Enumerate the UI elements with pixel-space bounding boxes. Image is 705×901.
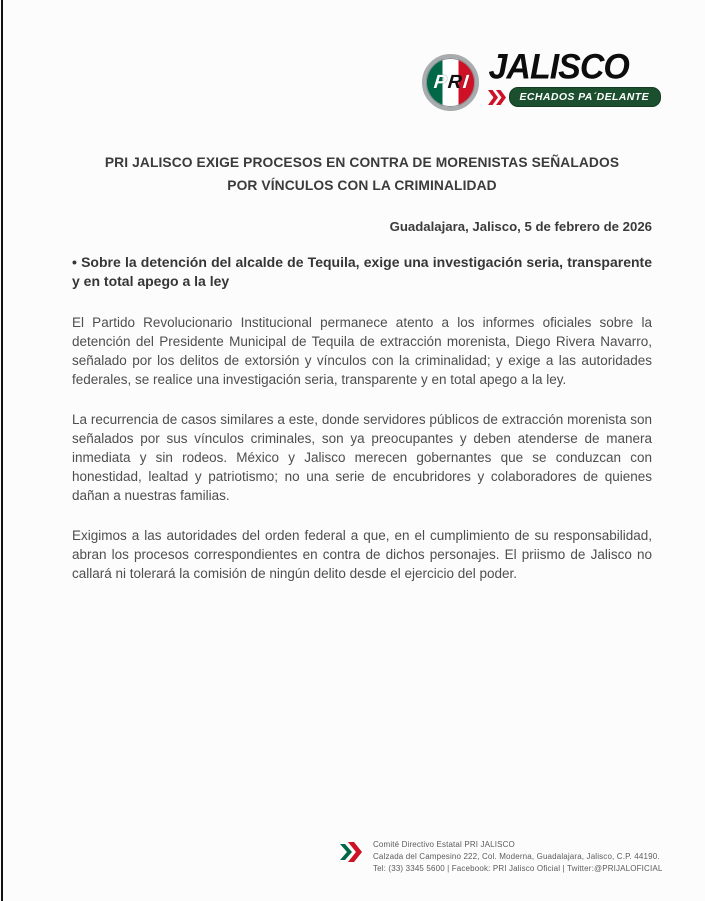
red-double-chevron-icon [488, 90, 506, 105]
letter-body [72, 313, 652, 604]
pri-jalisco-logo [422, 47, 661, 111]
paragraph-3: Exigimos a las autoridades del orden federal a que, en el cumplimiento de su responsabilidad, abran los procesos correspondientes en contra de dichos personajes. El priismo de Jalisco no callará ni tolerará la comisión de ningún delito desde el ejercicio del poder. [72, 528, 652, 581]
pri-emblem-icon [422, 54, 479, 111]
emblem-letter-i: I [461, 72, 469, 93]
paragraph-2: La recurrencia de casos similares a este, donde servidores públicos de extracción morenista son señalados por sus vínculos criminales, son ya preocupantes y deben atenderse de manera inmediata y sin rodeos. México y Jalisco merecen gobernantes que se conduzcan con honestidad, lealtad y patriotismo; no una serie de encubridores y colaboradores de quienes dañan a nuestras familias. [72, 412, 652, 503]
logo-tagline-banner: ECHADOS PA´DELANTE [509, 87, 661, 107]
emblem-letter-p: P [433, 72, 448, 93]
footer-contacts: Tel: (33) 3345 5600 | Facebook: PRI Jalisco Oficial | Twitter:@PRIJALOFICIAL [373, 864, 663, 873]
press-release-title [72, 151, 652, 197]
scan-edge-line [1, 0, 3, 901]
footer-committee: Comité Directivo Estatal PRI JALISCO [373, 840, 515, 849]
logo-title: JALISCO [488, 47, 629, 87]
title-line-1: PRI JALISCO EXIGE PROCESOS EN CONTRA DE MORENISTAS SEÑALADOS [104, 155, 620, 170]
title-line-2: POR VÍNCULOS CON LA CRIMINALIDAD [227, 178, 497, 193]
double-chevron-icon [339, 842, 362, 862]
footer-contact-block [339, 839, 662, 875]
emblem-letter-r: R [446, 72, 463, 93]
dateline: Guadalajara, Jalisco, 5 de febrero de 2026 [389, 219, 652, 234]
bullet-heading: • Sobre la detención del alcalde de Tequila, exige una investigación seria, transparente y en total apego a la ley [72, 254, 652, 289]
footer-address: Calzada del Campesino 222, Col. Moderna, Guadalajara, Jalisco, C.P. 44190. [373, 852, 660, 861]
paragraph-1: El Partido Revolucionario Institucional permanece atento a los informes oficiales sobre la detención del Presidente Municipal de Tequila de extracción morenista, Diego Rivera Navarro, señalado por los delitos de extorsión y vínculos con la criminalidad; y exige a las autoridades federales, se realice una investigación seria, transparente y en total apego a la ley. [72, 315, 652, 387]
